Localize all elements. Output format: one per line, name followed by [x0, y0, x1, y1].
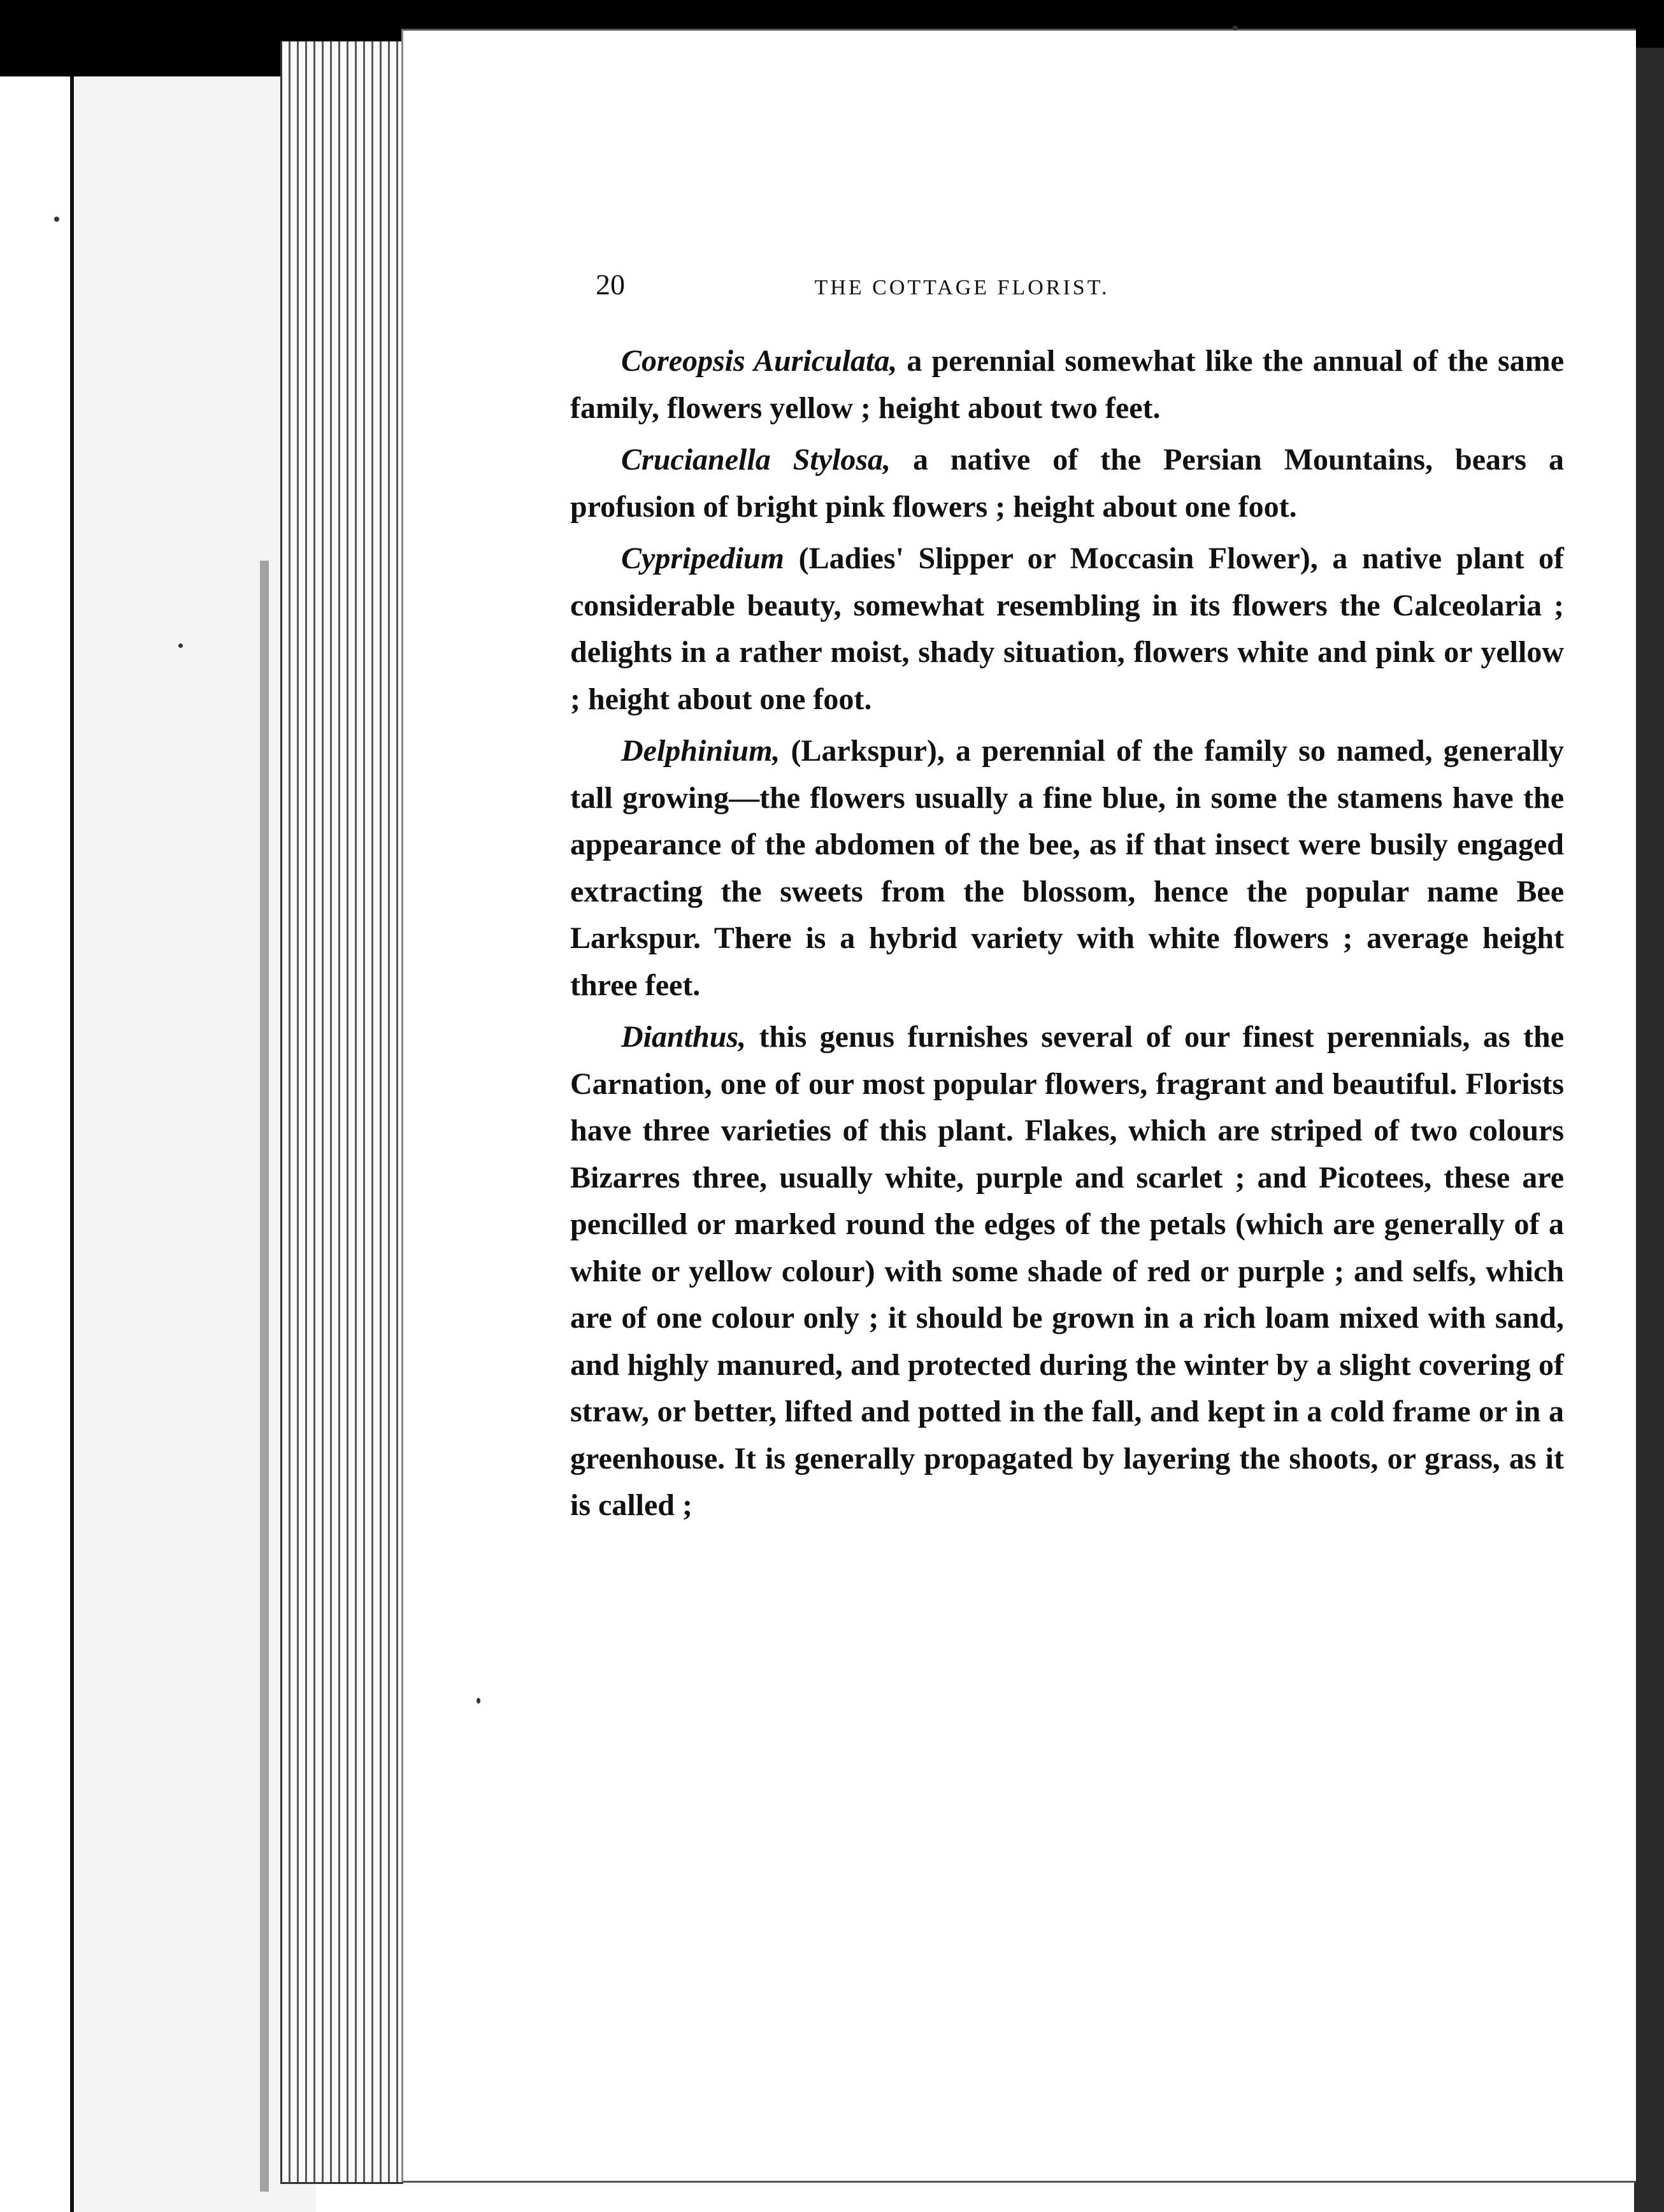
page-edges-stack [280, 41, 403, 2184]
running-head [596, 268, 1258, 306]
entry-description: a perennial somewhat like the annual of the same family, flowers yellow ; height about two feet. [570, 344, 1564, 425]
entry-term: Delphinium, [621, 734, 780, 768]
dust-speck [178, 643, 183, 648]
entry-coreopsis [570, 338, 1564, 431]
entry-description: this genus furnishes several of our finest perennials, as the Carnation, one of our most popular flowers, fragrant and beautiful. Florists have three varieties of this plant. Flakes, which are striped of two colours Bizarres three, usually white, purple and scarlet ; and Picotees, these are pencilled or marked round the edges of the petals (which are generally of a white or yellow colour) with some shade of red or purple ; and selfs, which are of one colour only ; it should be grown in a rich loam mixed with sand, and highly manured, and protected during the winter by a slight covering of straw, or better, lifted and potted in the fall, and kept in a cold frame or in a greenhouse. It is generally propagated by layering the shoots, or grass, as it is called ; [570, 1020, 1564, 1522]
page-number: 20 [596, 268, 625, 301]
entry-description: a native of the Persian Mountains, bears a profusion of bright pink flowers ; height about one foot. [570, 443, 1564, 524]
entry-dianthus [570, 1014, 1564, 1529]
entry-term: Dianthus, [621, 1020, 747, 1054]
scan-right-border [1634, 48, 1664, 2212]
running-title: THE COTTAGE FLORIST. [814, 276, 1110, 299]
entry-description: (Larkspur), a perennial of the family so named, generally tall growing—the flowers usually a fine blue, in some the stamens have the appearance of the abdomen of the bee, as if that insect were busily engaged extracting the sweets from the blossom, hence the popular name Bee Larkspur. There is a hybrid variety with white flowers ; average height three feet. [570, 734, 1564, 1002]
entry-term: Cypripedium [621, 542, 785, 575]
dust-speck [54, 217, 59, 222]
binding-shadow [260, 561, 269, 2192]
dust-speck [477, 1698, 480, 1704]
entry-term: Crucianella Stylosa, [621, 443, 891, 477]
entry-cypripedium [570, 535, 1564, 722]
entry-crucianella [570, 436, 1564, 530]
body-text [570, 338, 1564, 1534]
entry-description: (Ladies' Slipper or Moccasin Flower), a native plant of considerable beauty, somewhat resembling in its flowers the Calceolaria ; delights in a rather moist, shady situation, flowers white and pink or yellow ; height about one foot. [570, 542, 1564, 716]
dust-speck [1233, 25, 1238, 31]
entry-term: Coreopsis Auriculata, [621, 344, 898, 378]
left-cover-board [70, 76, 316, 2212]
entry-delphinium [570, 728, 1564, 1009]
